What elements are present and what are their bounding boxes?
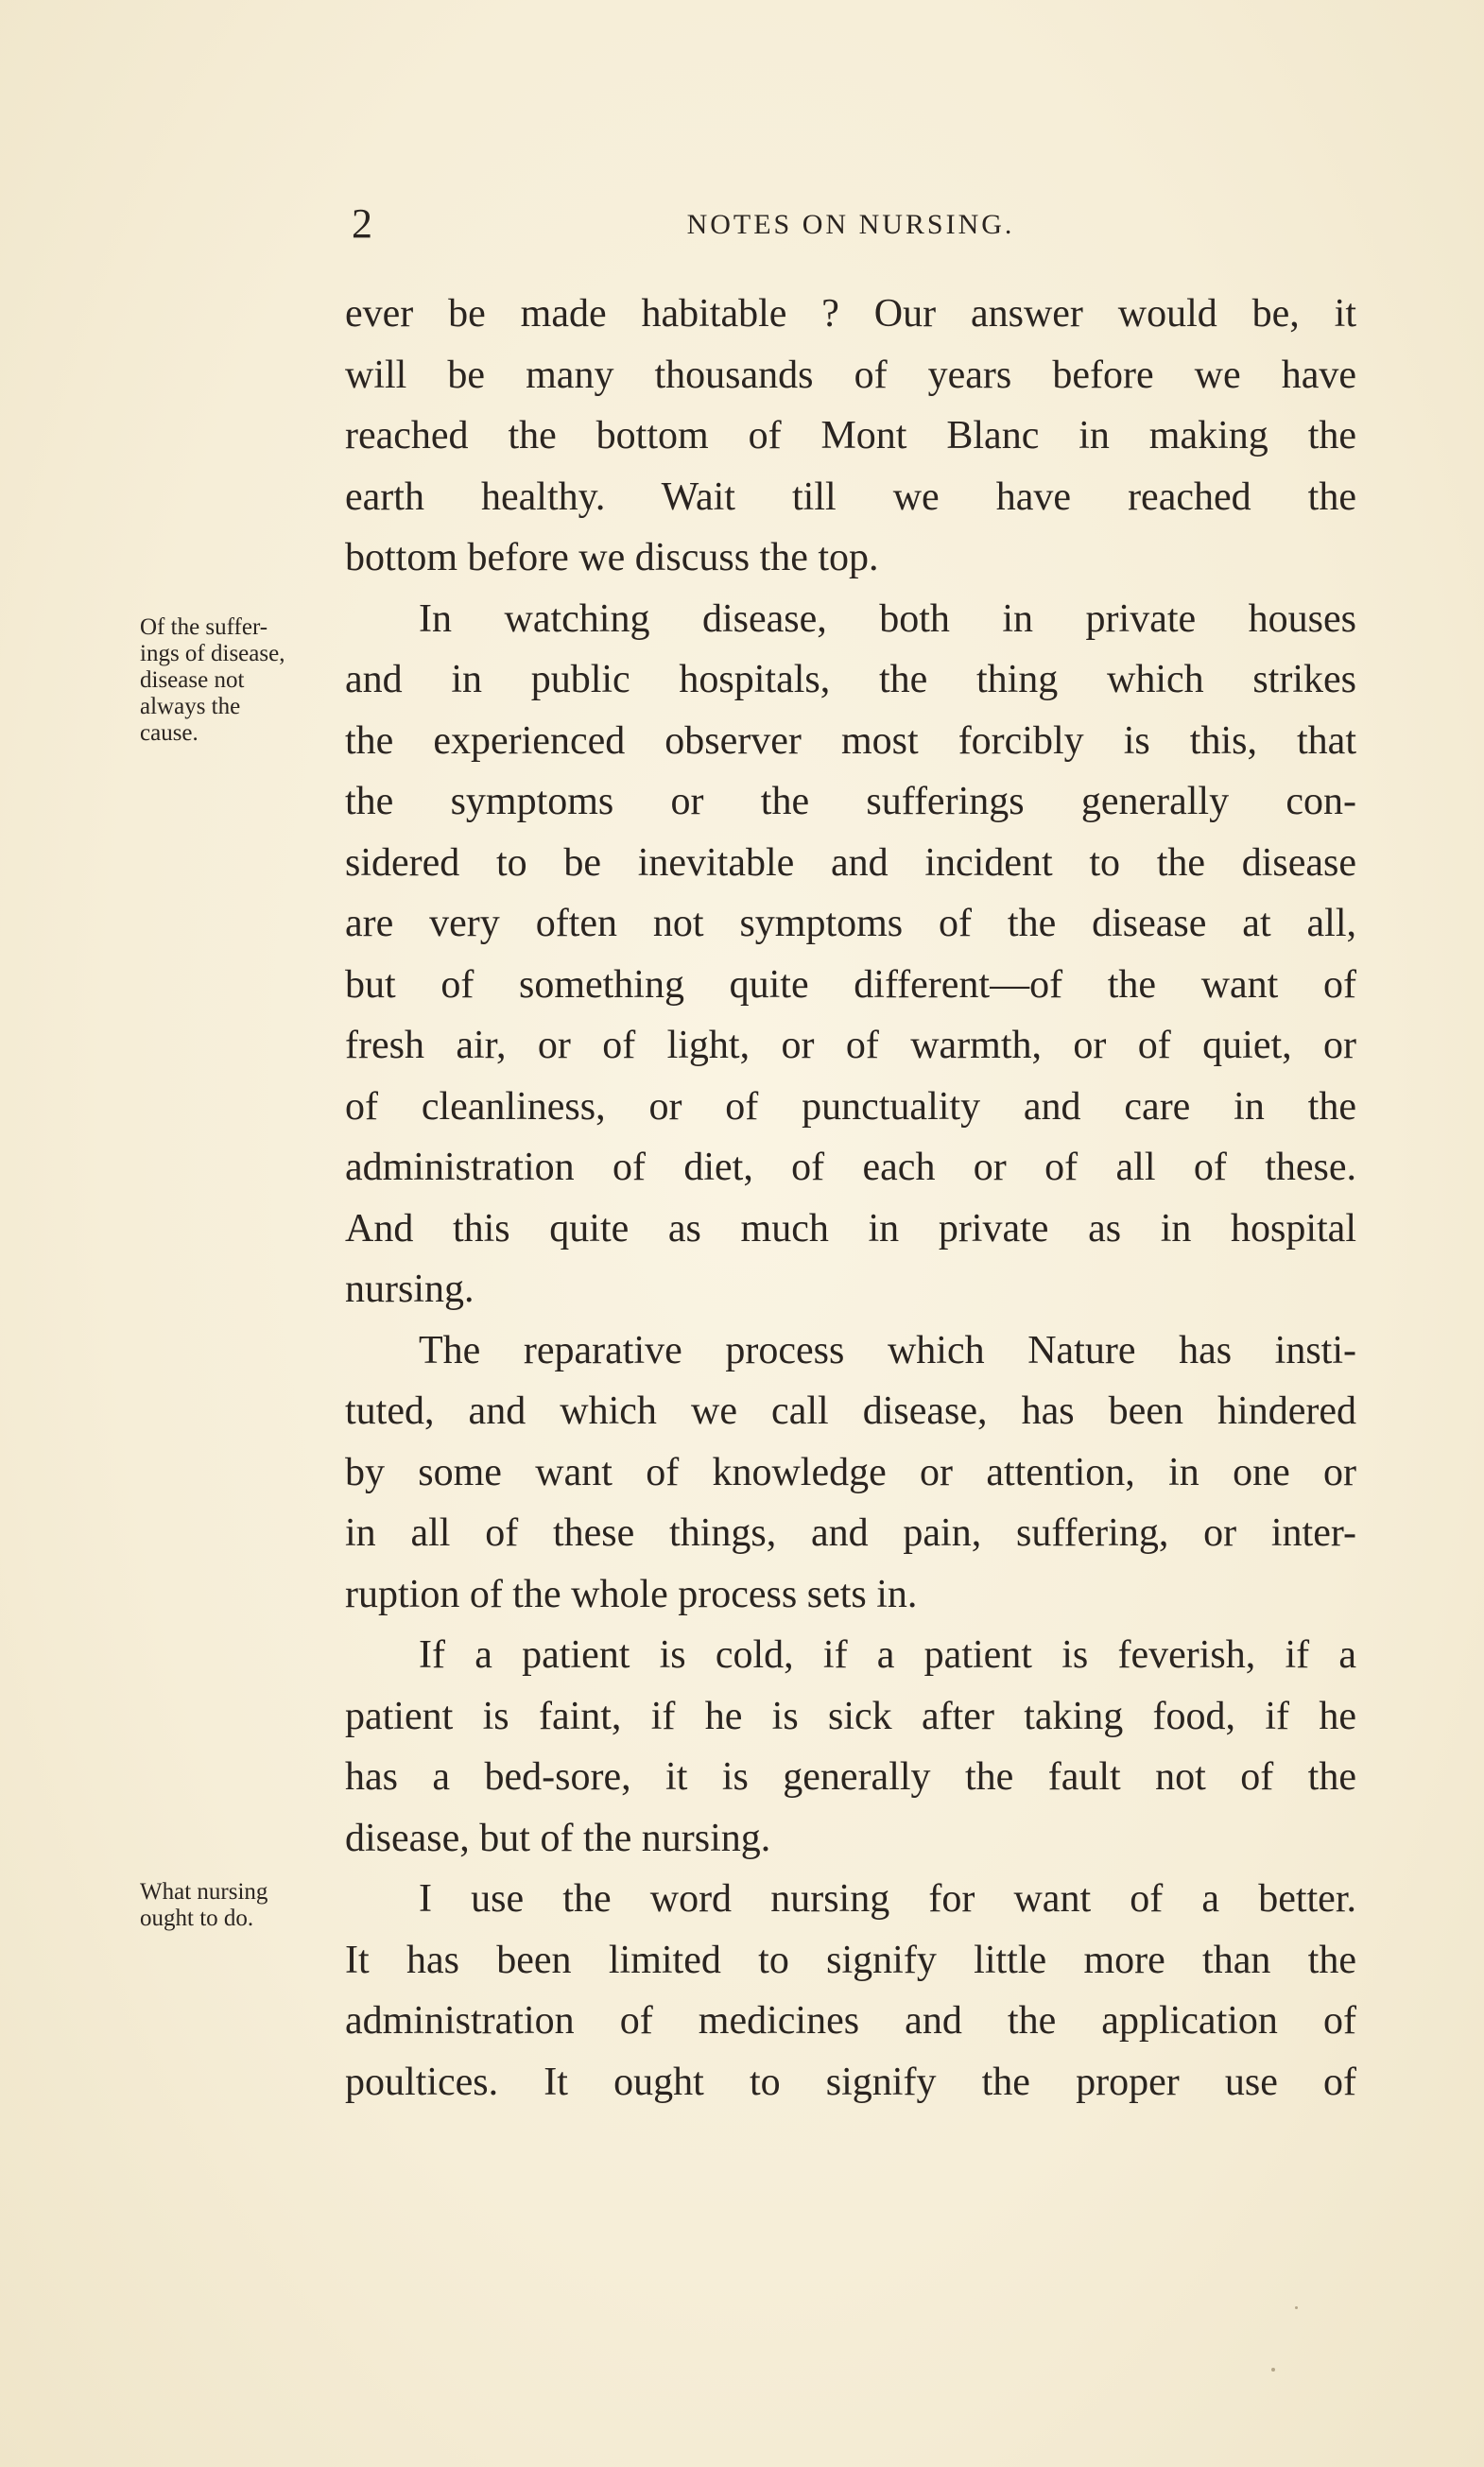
body-line: The reparative process which Nature has insti- [419,1328,1356,1372]
body-line: nursing. [345,1268,475,1311]
body-line: fresh air, or of light, or of warmth, or of quiet, or [345,1024,1356,1067]
body-line: If a patient is cold, if a patient is feverish, if a [419,1633,1356,1677]
body-line: bottom before we discuss the top. [345,536,879,579]
body-line: And this quite as much in private as in hospital [345,1206,1356,1251]
body-text [345,284,1356,2113]
body-line: in all of these things, and pain, suffering, or inter- [345,1511,1356,1555]
sidenote-line: disease not [140,667,245,693]
paper-speck [1271,2368,1275,2372]
page-number: 2 [352,200,372,247]
body-line: the symptoms or the sufferings generally con- [345,780,1356,823]
body-line: It has been limited to signify little more than the [345,1938,1356,1982]
body-line: are very often not symptoms of the disease at all, [345,902,1356,945]
body-line: will be many thousands of years before we have [345,353,1356,397]
page-header [340,200,1361,248]
body-line: ruption of the whole process sets in. [345,1572,918,1616]
running-head: NOTES ON NURSING. [686,209,1015,240]
body-line: disease, but of the nursing. [345,1816,771,1860]
sidenote-line: always the [140,694,241,719]
body-line: ever be made habitable ? Our answer would be, it [345,292,1356,336]
sidenote-line: ings of disease, [140,641,285,666]
body-line: In watching disease, both in private houses [419,596,1356,641]
body-line: patient is faint, if he is sick after taking food, if he [345,1694,1356,1738]
body-line: I use the word nursing for want of a better. [419,1877,1356,1921]
body-line: poultices. It ought to signify the proper use of [345,2060,1356,2104]
body-line: tuted, and which we call disease, has been hindered [345,1389,1356,1433]
body-line: but of something quite different—of the want of [345,962,1356,1007]
paper-speck [1295,2306,1298,2309]
body-line: administration of medicines and the application of [345,1999,1356,2043]
body-line: and in public hospitals, the thing which strikes [345,658,1356,701]
body-line: by some want of knowledge or attention, in one or [345,1450,1356,1494]
sidenote-what-nursing [140,1879,338,1932]
body-line: sidered to be inevitable and incident to the disease [345,840,1356,885]
body-line: the experienced observer most forcibly is this, that [345,718,1356,763]
sidenote-line: cause. [140,720,198,746]
body-line: administration of diet, of each or of all of these. [345,1146,1356,1189]
sidenote-line: ought to do. [140,1906,254,1931]
sidenote-sufferings [140,614,338,747]
body-line: reached the bottom of Mont Blanc in making the [345,414,1356,457]
sidenote-line: Of the suffer- [140,614,268,640]
body-line: of cleanliness, or of punctuality and care in the [345,1084,1356,1129]
sidenote-line: What nursing [140,1879,268,1905]
body-line: earth healthy. Wait till we have reached the [345,474,1356,519]
body-line: has a bed-sore, it is generally the fault not of the [345,1755,1356,1799]
